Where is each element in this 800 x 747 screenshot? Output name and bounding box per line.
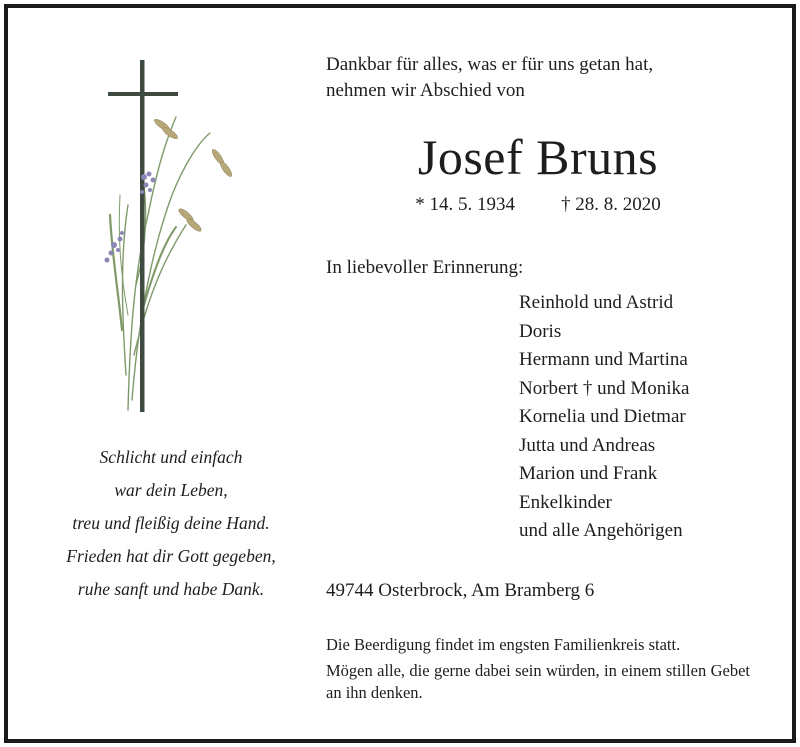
verse-line: treu und fleißig deine Hand.: [72, 513, 270, 533]
death-date: † 28. 8. 2020: [561, 194, 661, 215]
mourners-list: [519, 289, 689, 546]
mourner-entry: Norbert † und Monika: [519, 377, 690, 399]
cross-with-wheat-illustration: [98, 55, 248, 420]
verse-line: ruhe sanft und habe Dank.: [77, 579, 265, 599]
grass-stems: [110, 117, 210, 410]
intro-line: Dankbar für alles, was er für uns getan hat,: [326, 54, 654, 75]
mourner-entry: Reinhold und Astrid: [519, 292, 674, 313]
memory-label: In liebevoller Erinnerung:: [326, 257, 524, 278]
funeral-info: Die Beerdigung findet im engsten Familienkreis statt.: [326, 635, 681, 654]
cross-icon: [108, 60, 178, 412]
mourner-entry: Enkelkinder: [519, 491, 612, 513]
mourner-entry: Doris: [519, 320, 562, 342]
memorial-verse: [30, 441, 312, 606]
verse-line: Frieden hat dir Gott gegeben,: [66, 546, 276, 566]
intro-line: nehmen wir Abschied von: [326, 80, 525, 101]
mourner-entry: Marion und Frank: [519, 463, 658, 484]
mourner-entry: und alle Angehörigen: [519, 520, 683, 541]
life-dates: [326, 190, 750, 220]
verse-line: Schlicht und einfach: [99, 447, 243, 467]
mourner-entry: Hermann und Martina: [519, 349, 688, 370]
funeral-notice: [326, 634, 750, 704]
family-address: 49744 Osterbrock, Am Bramberg 6: [326, 580, 595, 601]
birth-date: * 14. 5. 1934: [415, 194, 515, 215]
mourner-entry: Kornelia und Dietmar: [519, 406, 686, 427]
mourner-entry: Jutta und Andreas: [519, 434, 656, 456]
verse-line: war dein Leben,: [114, 480, 228, 500]
intro-text: [326, 52, 766, 104]
deceased-name: Josef Bruns: [417, 129, 659, 185]
prayer-request: Mögen alle, die gerne dabei sein würden, in einem stillen Gebet an ihn denken.: [326, 661, 750, 702]
